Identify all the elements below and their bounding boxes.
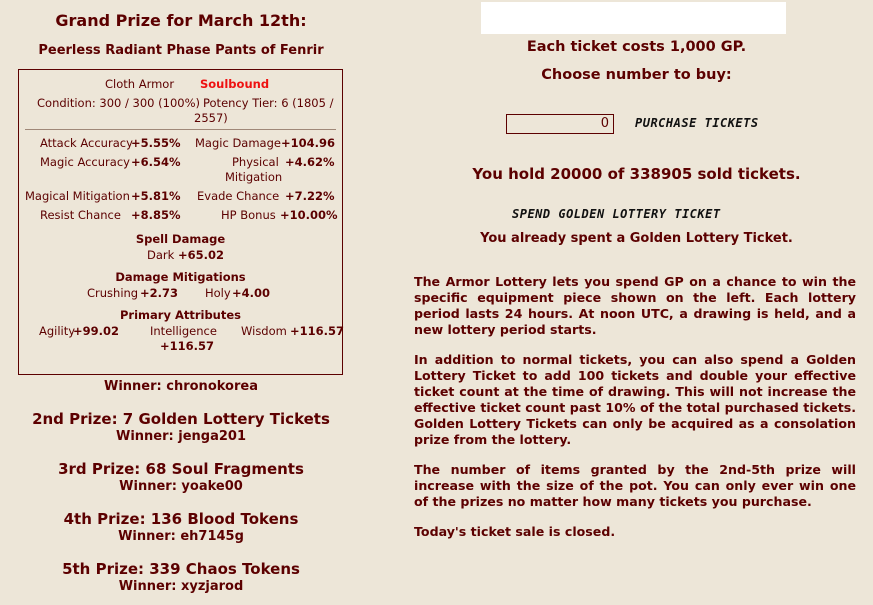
stat-value: +7.22% [285, 189, 335, 203]
damage-mitigations-title: Damage Mitigations [115, 270, 246, 284]
golden-ticket-status: You already spent a Golden Lottery Ticket. [480, 231, 793, 246]
info-paragraph: In addition to normal tickets, you can also spend a Golden Lottery Ticket to add 100 tickets and double your effective ticket count at the time of drawing. This will not increase the effective ticket count past 10% of the total purchased tickets. Golden Lottery Tickets can only be acquired as a consolation prize from the lottery. [414, 352, 856, 447]
prize-title: 4th Prize: 136 Blood Tokens [63, 510, 299, 528]
spell-damage-title: Spell Damage [135, 232, 226, 246]
grand-prize-winner: Winner: chronokorea [104, 379, 258, 394]
spell-damage-value: +65.02 [178, 248, 225, 262]
stat-label: Evade Chance [197, 189, 280, 203]
blank-white-box [481, 2, 786, 34]
prize-winner: Winner: jenga201 [116, 429, 246, 444]
tickets-held-text: You hold 20000 of 338905 sold tickets. [472, 165, 801, 183]
item-potency-cont: 2557) [194, 111, 228, 125]
choose-number-text: Choose number to buy: [541, 67, 732, 83]
ticket-cost-text: Each ticket costs 1,000 GP. [526, 39, 747, 55]
attribute-label: Intelligence [150, 324, 217, 338]
prize-winner: Winner: eh7145g [118, 529, 244, 544]
stat-label: HP Bonus [221, 208, 276, 222]
ticket-quantity-input[interactable]: 0 [506, 114, 614, 134]
spend-golden-ticket-button[interactable]: SPEND GOLDEN LOTTERY TICKET [512, 207, 721, 221]
spell-damage-label: Dark [147, 248, 175, 262]
stat-value: +5.55% [131, 136, 181, 150]
mitigation-label: Holy [205, 286, 231, 300]
attribute-value: +99.02 [73, 324, 120, 338]
stat-value: +5.81% [131, 189, 181, 203]
prize-item-name: Peerless Radiant Phase Pants of Fenrir [38, 43, 324, 58]
stat-label: Magical Mitigation [25, 189, 130, 203]
stat-value: +4.62% [285, 155, 335, 169]
attribute-value: +116.57 [290, 324, 345, 338]
prize-winner: Winner: yoake00 [119, 479, 243, 494]
sale-closed-text: Today's ticket sale is closed. [414, 524, 616, 539]
item-type: Cloth Armor [105, 77, 175, 91]
divider [25, 129, 336, 130]
soulbound-badge: Soulbound [200, 77, 270, 91]
item-condition: Condition: 300 / 300 (100%) [37, 96, 200, 110]
stat-label-cont: Mitigation [225, 170, 283, 184]
prize-title: 5th Prize: 339 Chaos Tokens [62, 560, 300, 578]
stat-value: +6.54% [131, 155, 181, 169]
mitigation-value: +4.00 [232, 286, 271, 300]
attribute-label: Wisdom [241, 324, 287, 338]
info-paragraph: The number of items granted by the 2nd-5th prize will increase with the size of the pot. You can only ever win one of the prizes no matter how many tickets you purchase. [414, 462, 856, 509]
stat-value: +8.85% [131, 208, 181, 222]
stat-label: Magic Damage [195, 136, 281, 150]
prize-winner: Winner: xyzjarod [118, 579, 244, 594]
stat-label: Physical [232, 155, 279, 169]
purchase-tickets-button[interactable]: PURCHASE TICKETS [635, 116, 759, 130]
attribute-value: +116.57 [160, 339, 215, 353]
item-potency: Potency Tier: 6 (1805 / [203, 96, 334, 110]
mitigation-label: Crushing [87, 286, 139, 300]
stat-value: +104.96 [281, 136, 336, 150]
stat-value: +10.00% [280, 208, 338, 222]
info-paragraph: The Armor Lottery lets you spend GP on a chance to win the specific equipment piece shown on the left. Each lottery period lasts 24 hours. At noon UTC, a drawing is held, and a new lottery period starts. [414, 274, 856, 337]
primary-attributes-title: Primary Attributes [119, 308, 242, 322]
stat-label: Attack Accuracy [40, 136, 133, 150]
grand-prize-title: Grand Prize for March 12th: [55, 11, 307, 30]
prize-title: 3rd Prize: 68 Soul Fragments [58, 460, 304, 478]
prize-title: 2nd Prize: 7 Golden Lottery Tickets [32, 410, 330, 428]
stat-label: Magic Accuracy [40, 155, 130, 169]
stat-label: Resist Chance [40, 208, 121, 222]
attribute-label: Agility [39, 324, 76, 338]
equipment-stats-panel [18, 69, 343, 375]
mitigation-value: +2.73 [140, 286, 179, 300]
